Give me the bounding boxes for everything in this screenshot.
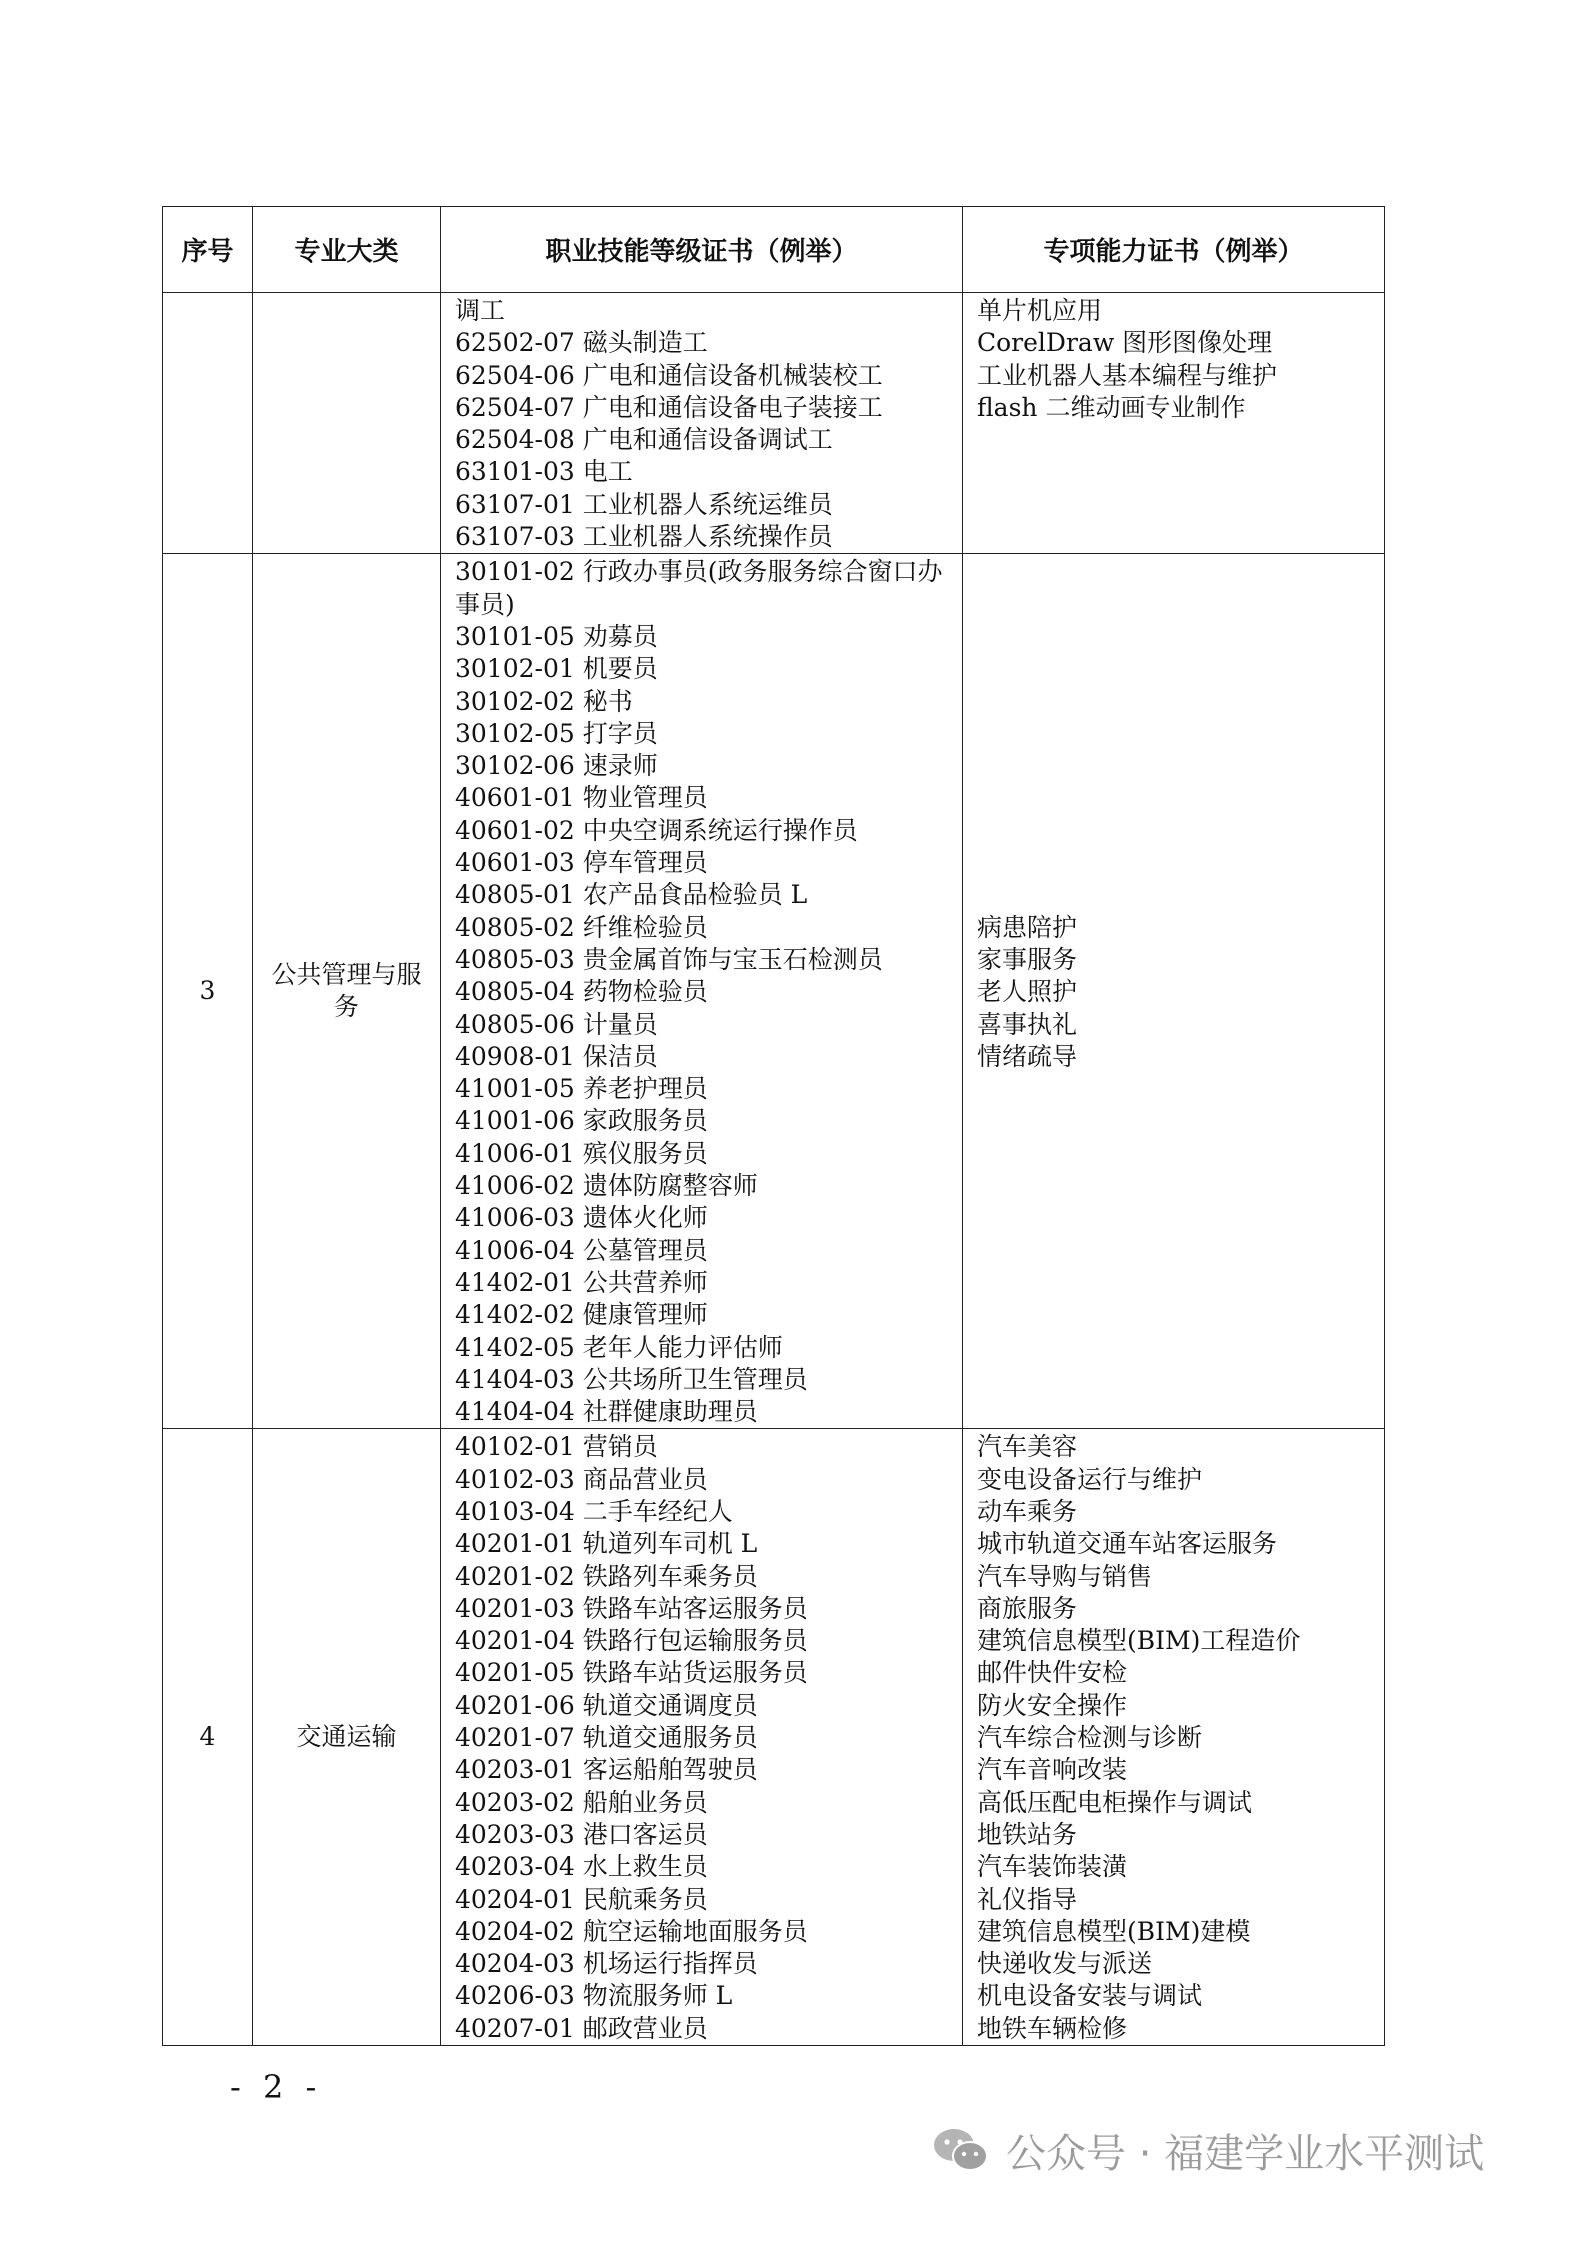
list-item: 40201-03 铁路车站客运服务员	[455, 1593, 808, 1623]
list-item: 41006-03 遗体火化师	[455, 1203, 708, 1233]
list-item: flash 二维动画专业制作	[977, 392, 1246, 422]
header-category: 专业大类	[253, 207, 441, 293]
cell-vocational-list	[441, 293, 963, 554]
certificate-table	[162, 206, 1385, 2046]
cell-special-list	[963, 293, 1385, 554]
list-item: 40908-01 保洁员	[455, 1041, 658, 1071]
list-item: 30102-01 机要员	[455, 654, 658, 684]
list-item: 老人照护	[977, 977, 1078, 1007]
list-item: 40201-05 铁路车站货运服务员	[455, 1658, 808, 1688]
list-item: 40203-04 水上救生员	[455, 1852, 708, 1882]
wechat-icon	[930, 2125, 992, 2175]
cell-category	[253, 1429, 441, 2046]
list-item: 40203-02 船舶业务员	[455, 1787, 708, 1817]
cell-vocational-list	[441, 554, 963, 1429]
cell-category-empty	[253, 293, 441, 554]
header-vocational-certificate: 职业技能等级证书（例举）	[441, 207, 963, 293]
list-item: 单片机应用	[977, 296, 1103, 325]
list-item: 家事服务	[977, 944, 1078, 974]
list-item: 汽车美容	[977, 1432, 1078, 1462]
cell-index-empty	[163, 293, 253, 554]
list-item: 邮件快件安检	[977, 1658, 1128, 1688]
list-item: 41001-06 家政服务员	[455, 1106, 708, 1136]
list-item: 40204-03 机场运行指挥员	[455, 1949, 758, 1979]
list-item: 40201-02 铁路列车乘务员	[455, 1561, 758, 1591]
header-index: 序号	[163, 207, 253, 293]
list-item: 40206-03 物流服务师 L	[455, 1981, 733, 2011]
list-item: 40102-01 营销员	[455, 1432, 658, 1462]
list-item: 40102-03 商品营业员	[455, 1464, 708, 1494]
list-item: 41001-05 养老护理员	[455, 1074, 708, 1104]
list-item: 动车乘务	[977, 1496, 1078, 1526]
list-item: 41402-05 老年人能力评估师	[455, 1332, 783, 1362]
list-item: 40201-01 轨道列车司机 L	[455, 1529, 758, 1559]
list-item: 汽车装饰装潢	[977, 1852, 1128, 1882]
cell-index: 3	[163, 554, 253, 1429]
list-item: 建筑信息模型(BIM)工程造价	[977, 1626, 1301, 1656]
list-item: 40805-01 农产品食品检验员 L	[455, 880, 808, 910]
list-item: 汽车导购与销售	[977, 1561, 1153, 1591]
list-item: 建筑信息模型(BIM)建模	[977, 1916, 1251, 1946]
list-item: 40601-03 停车管理员	[455, 848, 708, 878]
table-row-3	[163, 554, 1385, 1429]
cell-vocational-list	[441, 1429, 963, 2046]
category-label: 公共管理与服务	[271, 960, 422, 1022]
list-item: 40203-03 港口客运员	[455, 1819, 708, 1849]
list-item: 30102-05 打字员	[455, 718, 658, 748]
table-header-row	[163, 207, 1385, 293]
list-item: 30101-05 劝募员	[455, 621, 658, 651]
list-item: 30102-06 速录师	[455, 751, 658, 781]
list-item: 40201-06 轨道交通调度员	[455, 1690, 758, 1720]
category-label: 交通运输	[296, 1722, 397, 1752]
list-item: 62504-06 广电和通信设备机械装校工	[455, 360, 883, 390]
table-row-4	[163, 1429, 1385, 2046]
list-item: 40203-01 客运船舶驾驶员	[455, 1755, 758, 1785]
watermark-text: 公众号 · 福建学业水平测试	[1006, 2130, 1485, 2177]
list-item: 62504-08 广电和通信设备调试工	[455, 425, 833, 455]
list-item: 喜事执礼	[977, 1009, 1078, 1039]
list-item: 40204-02 航空运输地面服务员	[455, 1916, 808, 1946]
list-item: 机电设备安装与调试	[977, 1981, 1203, 2011]
list-item: 41006-04 公墓管理员	[455, 1235, 708, 1265]
list-item: 礼仪指导	[977, 1884, 1078, 1914]
list-item: 地铁站务	[977, 1819, 1078, 1849]
list-item: 变电设备运行与维护	[977, 1464, 1203, 1494]
list-item: 商旅服务	[977, 1593, 1078, 1623]
list-item: 63107-01 工业机器人系统运维员	[455, 489, 833, 519]
list-item: 30101-02 行政办事员(政务服务综合窗口办事员)	[455, 557, 943, 619]
list-item: 41006-01 殡仪服务员	[455, 1138, 708, 1168]
list-item: 汽车音响改装	[977, 1755, 1128, 1785]
list-item: 63107-03 工业机器人系统操作员	[455, 522, 833, 552]
list-item: 情绪疏导	[977, 1041, 1078, 1071]
list-item: 62504-07 广电和通信设备电子装接工	[455, 392, 883, 422]
list-item: 41402-02 健康管理师	[455, 1300, 708, 1330]
watermark	[930, 2120, 1484, 2180]
list-item: 病患陪护	[977, 912, 1078, 942]
list-item: 40201-04 铁路行包运输服务员	[455, 1626, 808, 1656]
cell-special-list	[963, 554, 1385, 1429]
list-item: 62502-07 磁头制造工	[455, 328, 708, 358]
table-row-continued	[163, 293, 1385, 554]
list-item: 城市轨道交通车站客运服务	[977, 1529, 1278, 1559]
list-item: 40805-03 贵金属首饰与宝玉石检测员	[455, 944, 883, 974]
cell-category	[253, 554, 441, 1429]
list-item: 41404-03 公共场所卫生管理员	[455, 1364, 808, 1394]
list-item: 41402-01 公共营养师	[455, 1267, 708, 1297]
list-item: 40805-04 药物检验员	[455, 977, 708, 1007]
list-item: 40207-01 邮政营业员	[455, 2013, 708, 2043]
list-item: 汽车综合检测与诊断	[977, 1723, 1203, 1753]
list-item: 41006-02 遗体防腐整容师	[455, 1171, 758, 1201]
list-item: 41404-04 社群健康助理员	[455, 1397, 758, 1427]
list-item: 快递收发与派送	[977, 1949, 1153, 1979]
list-item: 40805-02 纤维检验员	[455, 912, 708, 942]
page-number: - 2 -	[230, 2068, 323, 2106]
list-item: CorelDraw 图形图像处理	[977, 328, 1273, 358]
list-item: 防火安全操作	[977, 1690, 1128, 1720]
cell-special-list	[963, 1429, 1385, 2046]
cell-index: 4	[163, 1429, 253, 2046]
list-item: 63101-03 电工	[455, 457, 633, 487]
list-item: 40201-07 轨道交通服务员	[455, 1723, 758, 1753]
header-special-certificate: 专项能力证书（例举）	[963, 207, 1385, 293]
list-item: 地铁车辆检修	[977, 2013, 1128, 2043]
list-item: 高低压配电柜操作与调试	[977, 1787, 1253, 1817]
list-item: 30102-02 秘书	[455, 686, 633, 716]
list-item: 40601-01 物业管理员	[455, 783, 708, 813]
list-item: 40103-04 二手车经纪人	[455, 1496, 733, 1526]
list-item: 40204-01 民航乘务员	[455, 1884, 708, 1914]
list-item: 工业机器人基本编程与维护	[977, 360, 1278, 390]
list-item: 40805-06 计量员	[455, 1009, 658, 1039]
list-item: 调工	[455, 296, 506, 325]
list-item: 40601-02 中央空调系统运行操作员	[455, 815, 858, 845]
